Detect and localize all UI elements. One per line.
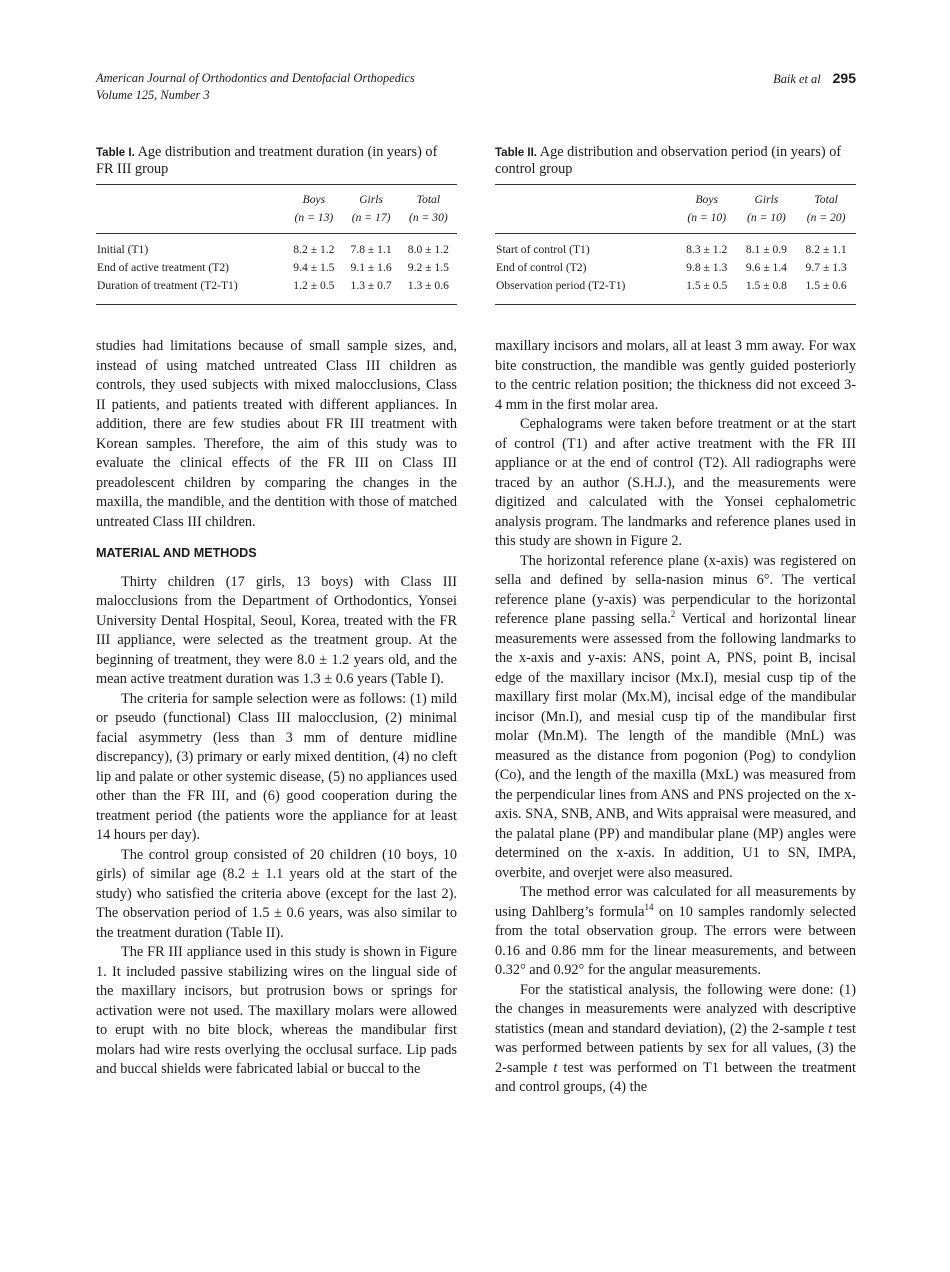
citation-ref: 14 <box>644 901 654 912</box>
cell: 8.2 ± 1.2 <box>293 243 335 256</box>
column-header: Total <box>796 185 856 210</box>
table-row <box>495 234 856 260</box>
row-label: End of active treatment (T2) <box>97 261 229 274</box>
italic-t: t <box>553 1059 558 1076</box>
column-header: Boys <box>677 185 737 210</box>
text-run: test was performed between patients by sex for all values, (3) the 2-sample <box>495 1020 856 1076</box>
cell: 1.3 ± 0.6 <box>400 277 457 305</box>
cell: 8.1 ± 0.9 <box>745 243 787 256</box>
cell: 9.1 ± 1.6 <box>350 261 392 274</box>
cell: 1.3 ± 0.7 <box>343 277 400 305</box>
paragraph: Cephalograms were taken before treatment or at the start of control (T1) and after active treatment with the FR III appliance or at the end of control (T2). All radiographs were traced by an author (S.H.J.), and the measurements were digitized and calculated with the Yonsei cephalometric analysis program. The landmarks and reference planes used in this study are shown in Figure 2. <box>495 416 856 549</box>
table-row <box>96 277 457 305</box>
text-run: on 10 samples randomly selected from the total observation group. The errors were between 0.16 and 0.86 mm for the linear measurements, and between 0.32° and 0.92° for the angular measurements. <box>495 903 857 978</box>
section-heading: MATERIAL AND METHODS <box>96 546 257 560</box>
cell: 8.3 ± 1.2 <box>686 243 728 256</box>
paragraph <box>495 552 856 884</box>
row-label: End of control (T2) <box>496 261 587 274</box>
citation-ref: 2 <box>670 609 676 620</box>
table-2-grid <box>495 184 856 305</box>
table-row <box>495 259 856 277</box>
column-n: (n = 17) <box>343 209 400 234</box>
table-1-label: Table I. <box>96 147 135 159</box>
table-2 <box>495 144 856 305</box>
left-column-text <box>96 337 457 1080</box>
cell: 1.2 ± 0.5 <box>285 277 342 305</box>
running-head <box>96 70 856 104</box>
text-run: For the statistical analysis, the following were done: (1) the changes in measurements were analyzed with descriptive statistics (mean and standard deviation), (2) the 2-sample <box>495 981 856 1037</box>
table-row <box>96 259 457 277</box>
table-2-caption-text: Age distribution and observation period (in years) of control group <box>495 144 842 177</box>
table-row <box>495 277 856 305</box>
paragraph: Thirty children (17 girls, 13 boys) with Class III malocclusions from the Department of Orthodontics, Yonsei University Dental Hospital, Seoul, Korea, treated with the FR III appliance, were selected as the treatment group. At the beginning of treatment, they were 8.0 ± 1.2 years old, and the mean active treatment duration was 1.3 ± 0.6 years (Table I). <box>96 573 457 687</box>
journal-volume: Volume 125, Number 3 <box>96 88 210 102</box>
table-header-empty <box>495 185 677 210</box>
cell: 9.2 ± 1.5 <box>407 261 449 274</box>
column-header: Total <box>400 185 457 210</box>
paragraph: The criteria for sample selection were as follows: (1) mild or pseudo (functional) Class III malocclusion, (2) minimal facial asymmetry (less than 3 mm of denture midline discrepancy), (3) primary or early mixed dentition, (4) no cleft lip and palate or other systemic disease, (5) no appliances used other than the FR III, and (6) good cooperation during the treatment period (the patients wore the appliance for at least 14 hours per day). <box>96 690 457 843</box>
journal-title: American Journal of Orthodontics and Dentofacial Orthopedics <box>96 71 415 85</box>
column-header: Girls <box>737 185 797 210</box>
cell: 1.5 ± 0.8 <box>737 277 797 305</box>
paragraph: The control group consisted of 20 children (10 boys, 10 girls) of similar age (8.2 ± 1.1 years old at the start of the study) who satisfied the criteria above (except for the last 2). The observation period of 1.5 ± 0.6 years, was also similar to the treatment duration (Table II). <box>96 846 457 941</box>
paragraph <box>495 981 856 1098</box>
column-n: (n = 10) <box>737 209 797 234</box>
right-column-text <box>495 337 856 1098</box>
table-1 <box>96 144 457 305</box>
column-n: (n = 13) <box>285 209 342 234</box>
paragraph: studies had limitations because of small sample sizes, and, instead of using matched untreated Class III children as controls, they used subjects with mixed malocclusions, Class II patients, and patients treated with different appliances. In addition, there are few studies about FR III treatment with Korean samples. Therefore, the aim of this study was to evaluate the clinical effects of the FR III on Class III preadolescent children by comparing the changes in the maxilla, the mandible, and the dentition with those of matched untreated Class III children. <box>96 338 457 530</box>
row-label: Duration of treatment (T2-T1) <box>96 277 285 305</box>
cell: 1.5 ± 0.5 <box>677 277 737 305</box>
italic-t: t <box>828 1020 833 1037</box>
paragraph: maxillary incisors and molars, all at least 3 mm away. For wax bite construction, the mandible was gently guided posteriorly to the centric relation position; the thickness did not exceed 3-4 mm in the first molar area. <box>495 338 856 413</box>
cell: 8.2 ± 1.1 <box>805 243 847 256</box>
text-run: Vertical and horizontal linear measurements were assessed from the following landmarks to the x-axis and y-axis: ANS, point A, PNS, point B, incisal edge of the maxillary incisor (Mx.I), mesial cusp tip of the maxillary first molar (Mx.M), incisal edge of the mandibular incisor (Mn.I), and mesial cusp tip of the mandibular first molar (Mn.M). The length of the mandible (MnL) was measured as the distance from pogonion (Pog) to condylion (Co), and the length of the maxilla (MxL) was measured from the perpendicular lines from ANS and PNS projected on the x-axis. SNA, SNB, ANB, and Wits appraisal were measured, and the palatal plane (PP) and mandibular plane (MP) angles were determined on the x-axis. In addition, U1 to SN, IMPA, overbite, and overjet were also measured. <box>495 611 856 881</box>
text-run: test was performed on T1 between the treatment and control groups, (4) the <box>495 1059 856 1095</box>
column-header: Girls <box>343 185 400 210</box>
cell: 9.6 ± 1.4 <box>745 261 787 274</box>
column-n: (n = 20) <box>796 209 856 234</box>
cell: 9.8 ± 1.3 <box>686 261 728 274</box>
page-header-right <box>773 70 856 88</box>
column-n: (n = 30) <box>400 209 457 234</box>
author-running-head: Baik et al <box>773 72 821 86</box>
cell: 7.8 ± 1.1 <box>350 243 392 256</box>
table-2-label: Table II. <box>495 147 537 159</box>
cell: 1.5 ± 0.6 <box>796 277 856 305</box>
column-n: (n = 10) <box>677 209 737 234</box>
table-1-caption-text: Age distribution and treatment duration (in years) of FR III group <box>96 144 438 177</box>
page-number: 295 <box>832 70 856 86</box>
table-1-grid <box>96 184 457 305</box>
row-label: Start of control (T1) <box>496 243 590 256</box>
table-header-empty <box>495 209 677 234</box>
table-header-empty <box>96 185 285 210</box>
paragraph <box>495 883 856 981</box>
cell: 8.0 ± 1.2 <box>407 243 449 256</box>
table-2-caption <box>495 144 856 177</box>
column-header: Boys <box>285 185 342 210</box>
row-label: Initial (T1) <box>97 243 149 256</box>
row-label: Observation period (T2-T1) <box>495 277 677 305</box>
text-run: The horizontal reference plane (x-axis) was registered on sella and defined by sella-nasion minus 6°. The vertical reference plane (y-axis) was perpendicular to the horizontal reference plane passing sella. <box>495 552 856 627</box>
table-1-caption <box>96 144 457 177</box>
text-run: The method error was calculated for all measurements by using Dahlberg’s formula <box>495 884 856 920</box>
table-header-empty <box>96 209 285 234</box>
cell: 9.7 ± 1.3 <box>805 261 847 274</box>
paragraph: The FR III appliance used in this study is shown in Figure 1. It included passive stabilizing wires on the lingual side of the maxillary incisors, but protrusion bows or springs for activation were not used. The maxillary molars were allowed to erupt with no bite block, whereas the mandibular first molars had wire rests overlying the occlusal surface. Lip pads and buccal shields were fabricated labial or buccal to the <box>96 944 457 1077</box>
table-row <box>96 234 457 260</box>
cell: 9.4 ± 1.5 <box>293 261 335 274</box>
